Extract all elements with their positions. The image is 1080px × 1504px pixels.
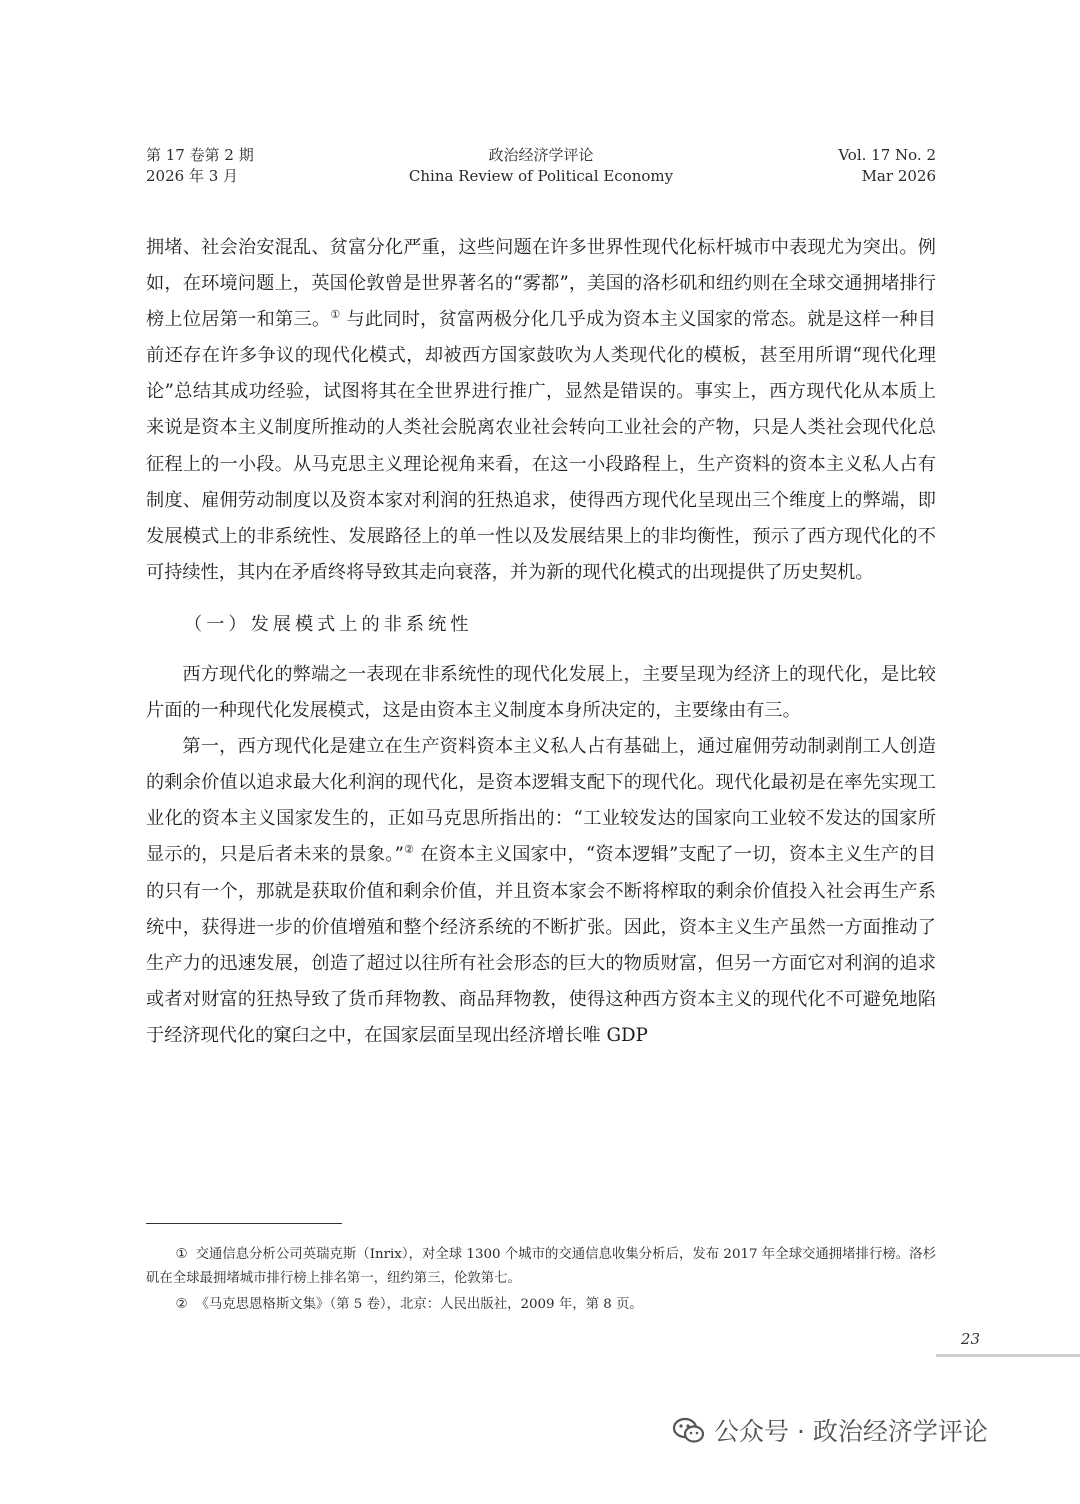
footnote-1: [146, 1243, 936, 1291]
footnote-text: 《马克思恩格斯文集》（第 5 卷），北京：人民出版社，2009 年，第 8 页。: [195, 1297, 643, 1312]
issue-volume: 第 17 卷第 2 期: [146, 146, 254, 164]
issue-date-cn: 2026 年 3 月: [146, 167, 239, 185]
body-paragraph: [146, 729, 936, 1054]
page-number-rule: [936, 1354, 1080, 1357]
section-heading: （一）发展模式上的非系统性: [184, 613, 473, 635]
footnote-text: 交通信息分析公司英瑞克斯（Inrix），对全球 1300 个城市的交通信息收集分析后，发布 2017 年全球交通拥堵排行榜。洛杉矶在全球最拥堵城市排行榜上排名第一，纽约第三，伦敦第七。: [146, 1247, 936, 1286]
header-center: [146, 145, 936, 187]
paragraph-text: 拥堵、社会治安混乱、贫富分化严重，这些问题在许多世界性现代化标杆城市中表现尤为突出。例如，在环境问题上，英国伦敦曾是世界著名的“雾都”，美国的洛杉矶和纽约则在全球交通拥堵排行榜上位居第一和第三。: [146, 237, 936, 331]
footnote-mark: ①: [175, 1247, 188, 1262]
wechat-icon: [672, 1416, 706, 1446]
footnote-2: [146, 1293, 936, 1317]
paragraph-text: 第一，西方现代化是建立在生产资料资本主义私人占有基础上，通过雇佣劳动制剥削工人创造的剩余价值以追求最大化利润的现代化，是资本逻辑支配下的现代化。现代化最初是在率先实现工业化的资本主义国家发生的，正如马克思所指出的：“工业较发达的国家向工业较不发达的国家所显示的，只是后者未来的景象。”: [146, 736, 936, 866]
body-paragraph: 西方现代化的弊端之一表现在非系统性的现代化发展上，主要呈现为经济上的现代化，是比较片面的一种现代化发展模式，这是由资本主义制度本身所决定的，主要缘由有三。: [146, 663, 936, 722]
running-header: [146, 145, 936, 189]
page-number: 23: [960, 1330, 980, 1348]
issue-date-en: Mar 2026: [861, 167, 936, 185]
footnote-mark: ②: [175, 1297, 188, 1312]
journal-title-cn: 政治经济学评论: [488, 146, 594, 164]
body-paragraph: [146, 230, 936, 591]
journal-title-en: China Review of Political Economy: [408, 167, 674, 185]
article-body: [146, 230, 936, 1054]
footnote-ref-1[interactable]: ①: [330, 308, 341, 322]
issue-volume-en: Vol. 17 No. 2: [838, 146, 936, 164]
paragraph-text: 与此同时，贫富两极分化几乎成为资本主义国家的常态。就是这样一种目前还存在许多争议的现代化模式，却被西方国家鼓吹为人类现代化的模板，甚至用所谓“现代化理论”总结其成功经验，试图将其在全世界进行推广，显然是错误的。事实上，西方现代化从本质上来说是资本主义制度所推动的人类社会脱离农业社会转向工业社会的产物，只是人类社会现代化总征程上的一小段。从马克思主义理论视角来看，在这一小段路程上，生产资料的资本主义私人占有制度、雇佣劳动制度以及资本家对利润的狂热追求，使得西方现代化呈现出三个维度上的弊端，即发展模式上的非系统性、发展路径上的单一性以及发展结果上的非均衡性，预示了西方现代化的不可持续性，其内在矛盾终将导致其走向衰落，并为新的现代化模式的出现提供了历史契机。: [146, 309, 936, 583]
header-right: [838, 145, 936, 187]
paragraph-text: 在资本主义国家中，“资本逻辑”支配了一切，资本主义生产的目的只有一个，那就是获取价值和剩余价值，并且资本家会不断将榨取的剩余价值投入社会再生产系统中，获得进一步的价值增殖和整个经济系统的不断扩张。因此，资本主义生产虽然一方面推动了生产力的迅速发展，创造了超过以往所有社会形态的巨大的物质财富，但另一方面它对利润的追求或者对财富的狂热导致了货币拜物教、商品拜物教，使得这种西方资本主义的现代化不可避免地陷于经济现代化的窠臼之中，在国家层面呈现出经济增长唯 GDP: [146, 844, 936, 1046]
footnotes: [146, 1243, 936, 1319]
watermark: [672, 1412, 1052, 1452]
footnote-divider: [146, 1223, 342, 1224]
watermark-text: 公众号 · 政治经济学评论: [714, 1417, 988, 1446]
footnote-ref-2[interactable]: ②: [403, 843, 415, 857]
